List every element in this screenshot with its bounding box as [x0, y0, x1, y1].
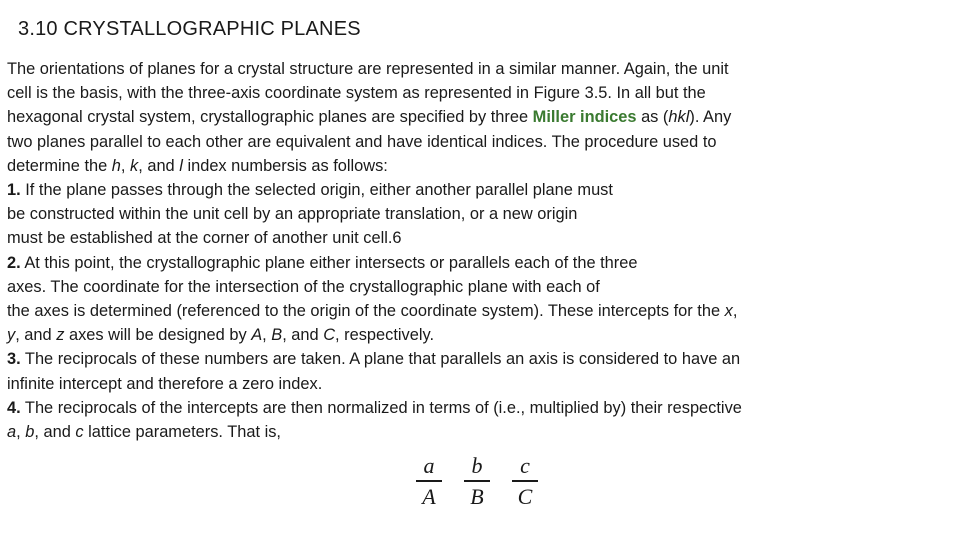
- intro-text: ,: [120, 156, 131, 175]
- step-1-line-2: be constructed within the unit cell by an appropriate translation, or a new origin: [7, 205, 578, 224]
- intro-text: , and: [138, 156, 180, 175]
- B-term: B: [271, 326, 283, 345]
- fraction-denominator: A: [422, 483, 436, 509]
- step-text: , and: [34, 423, 76, 442]
- intro-text: as (: [636, 108, 669, 127]
- body-text: [7, 57, 947, 444]
- fraction-a-over-A: [416, 454, 442, 509]
- miller-indices-term: Miller indices: [532, 108, 637, 127]
- step-text: ,: [262, 326, 272, 345]
- b-term: b: [25, 423, 35, 442]
- fraction-numerator: a: [423, 453, 435, 478]
- step-4-line-2: [7, 420, 947, 444]
- step-text: axes will be designed by: [64, 326, 252, 345]
- step-2-line-4: [7, 323, 947, 347]
- intro-text: index numbersis as follows:: [182, 156, 388, 175]
- l-term: l: [179, 156, 183, 175]
- hkl-term: hkl: [668, 108, 690, 127]
- intro-line-1: The orientations of planes for a crystal structure are represented in a similar manner. Again, the unit: [7, 60, 729, 78]
- step-text: The reciprocals of the intercepts are then normalized in terms of (i.e., multiplied by) their respective: [20, 398, 742, 417]
- step-1-line-1: [7, 178, 947, 202]
- step-text: , and: [282, 326, 324, 345]
- k-term: k: [130, 156, 139, 175]
- step-number: 3.: [7, 350, 21, 369]
- fraction-c-over-C: [512, 454, 538, 509]
- step-2-line-2: axes. The coordinate for the intersection of the crystallographic plane with each of: [7, 277, 600, 296]
- step-text: lattice parameters. That is,: [83, 423, 281, 442]
- fraction-denominator: C: [517, 483, 533, 509]
- step-2-line-3: [7, 299, 947, 323]
- step-2-line-1: [7, 251, 947, 275]
- intro-line-4: two planes parallel to each other are equivalent and have identical indices. The procedure used to: [7, 132, 717, 151]
- page-title: 3.10 CRYSTALLOGRAPHIC PLANES: [18, 18, 361, 40]
- step-number: 2.: [7, 253, 21, 272]
- intro-text: determine the: [7, 156, 112, 175]
- step-number: 4.: [7, 398, 21, 417]
- fraction-b-over-B: [464, 454, 490, 509]
- step-text: , and: [15, 326, 57, 345]
- step-3-line-2: infinite intercept and therefore a zero index.: [7, 374, 323, 393]
- x-term: x: [724, 302, 733, 321]
- intro-line-2: cell is the basis, with the three-axis coordinate system as represented in Figure 3.5. In all but the: [7, 84, 706, 103]
- step-number: 1.: [7, 181, 21, 200]
- fraction-bar: [464, 480, 490, 482]
- y-term: y: [7, 326, 16, 345]
- fraction-bar: [416, 480, 442, 482]
- step-text: the axes is determined (referenced to the origin of the coordinate system). These intercepts for the: [7, 302, 725, 321]
- intro-text: hexagonal crystal system, crystallographic planes are specified by three: [7, 108, 533, 127]
- z-term: z: [56, 326, 65, 345]
- fraction-bar: [512, 480, 538, 482]
- step-1-line-3: must be established at the corner of another unit cell.6: [7, 229, 402, 248]
- ratio-fractions: [416, 454, 538, 509]
- step-text: At this point, the crystallographic plane either intersects or parallels each of the three: [20, 253, 638, 272]
- step-3-line-1: [7, 347, 947, 371]
- fraction-numerator: b: [471, 453, 483, 478]
- A-term: A: [251, 326, 263, 345]
- step-4-line-1: [7, 396, 947, 420]
- step-text: If the plane passes through the selected origin, either another parallel plane must: [20, 181, 613, 200]
- step-text: ,: [16, 423, 26, 442]
- fraction-numerator: c: [520, 453, 530, 478]
- intro-line-5: [7, 154, 947, 178]
- a-term: a: [7, 423, 17, 442]
- c-term: c: [75, 423, 84, 442]
- step-text: , respectively.: [335, 326, 435, 345]
- intro-text: ). Any: [689, 108, 732, 127]
- step-text: ,: [732, 302, 738, 321]
- intro-line-3: [7, 105, 947, 129]
- h-term: h: [111, 156, 121, 175]
- step-text: The reciprocals of these numbers are taken. A plane that parallels an axis is considered to have an: [20, 350, 741, 369]
- fraction-denominator: B: [470, 483, 484, 509]
- C-term: C: [323, 326, 336, 345]
